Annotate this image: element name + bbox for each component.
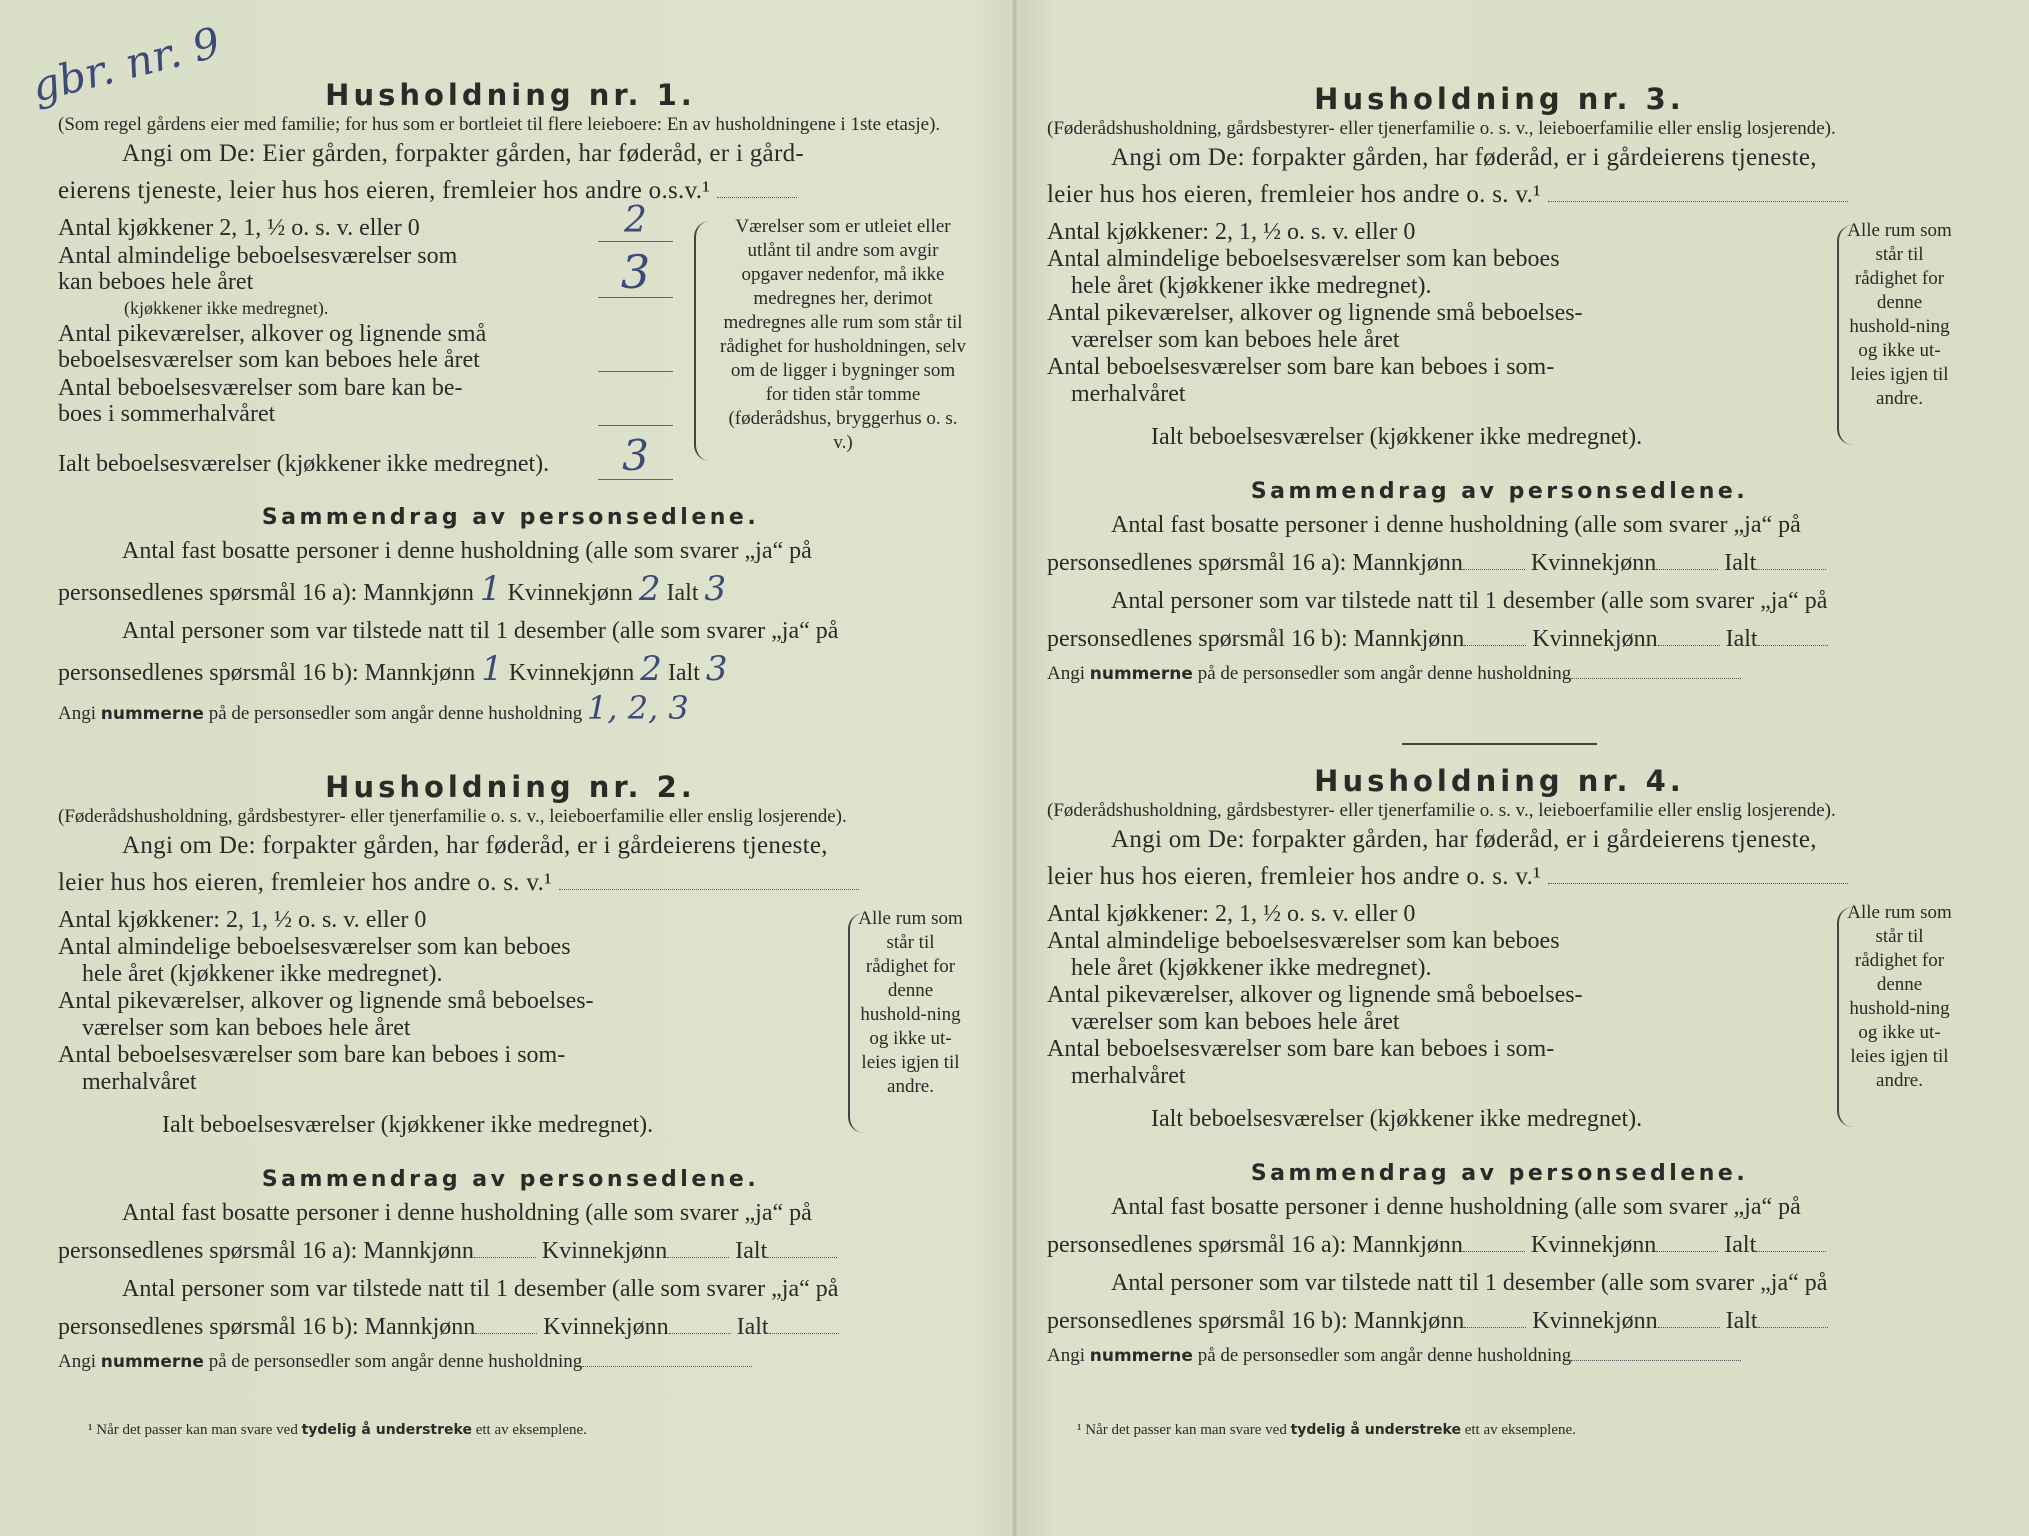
household-2 xyxy=(58,770,963,1378)
household-2-s1: Antal fast bosatte personer i denne husholdning (alle som svarer „ja“ på xyxy=(122,1200,812,1226)
household-2-ask-2 xyxy=(58,864,963,901)
nr-bold: nummerne xyxy=(100,704,204,724)
household-3-numbers xyxy=(1047,658,1952,690)
nr-post: på de personsedler som angår denne husholdning xyxy=(1197,1345,1572,1366)
a-total-label: Ialt xyxy=(1724,1232,1757,1258)
a-total-blank[interactable] xyxy=(1756,555,1826,570)
ordinary-rooms-row-b: hele året (kjøkkener ikke medregnet). xyxy=(82,961,443,987)
household-4 xyxy=(1047,764,1952,1372)
nr-bold: nummerne xyxy=(1089,664,1193,684)
ordinary-rooms-row-a: Antal almindelige beboelsesværelser som kan beboes xyxy=(1047,928,1560,954)
b-female-blank[interactable] xyxy=(669,1319,731,1334)
b-female-value[interactable]: 2 xyxy=(640,649,662,689)
footnote-post: ett av eksemplene. xyxy=(1464,1422,1576,1438)
nr-bold: nummerne xyxy=(1089,1346,1193,1366)
household-4-side-note: Alle rum som står til rådighet for denne hushold-ning og ikke ut-leies igjen til andre. xyxy=(1847,902,1952,1091)
section-divider xyxy=(1402,743,1597,745)
b-female-blank[interactable] xyxy=(1658,631,1720,646)
numbers-blank[interactable] xyxy=(1571,664,1741,679)
ordinary-rooms-row-a: Antal almindelige beboelsesværelser som kan beboes xyxy=(58,934,571,960)
household-4-rooms xyxy=(1047,901,1952,1151)
household-3-title: Husholdning nr. 3. xyxy=(1314,82,1685,116)
household-4-note: (Føderådshusholdning, gårdsbestyrer- eller tjenerfamilie o. s. v., leieboerfamilie eller enslig losjerende). xyxy=(1047,800,1836,821)
small-rooms-row-a: Antal pikeværelser, alkover og lignende små xyxy=(58,321,487,347)
kitchens-row xyxy=(58,215,568,242)
household-4-title: Husholdning nr. 4. xyxy=(1314,764,1685,798)
household-1-note: (Som regel gårdens eier med familie; for hus som er bortleiet til flere leieboere: En av husholdningene i 1ste etasje). xyxy=(58,114,941,135)
household-3-ask-1: Angi om De: forpakter gården, har føderåd, er i gårdeierens tjeneste, xyxy=(1111,144,1817,171)
s2-label: personsedlenes spørsmål 16 a): Mannkjønn xyxy=(1047,550,1463,576)
summer-rooms-row-b: merhalvåret xyxy=(1071,1063,1186,1089)
nr-pre: Angi xyxy=(1047,663,1085,684)
small-rooms-row-b: værelser som kan beboes hele året xyxy=(1071,327,1400,353)
summer-rooms-row-a: Antal beboelsesværelser som bare kan beboes i som- xyxy=(58,1042,566,1068)
b-female-label: Kvinnekjønn xyxy=(508,660,635,686)
small-rooms-row-a: Antal pikeværelser, alkover og lignende små beboelses- xyxy=(58,988,594,1014)
b-female-label: Kvinnekjønn xyxy=(1532,1308,1658,1334)
total-rooms-row: Ialt beboelsesværelser (kjøkkener ikke medregnet). xyxy=(58,451,550,477)
household-1-rooms xyxy=(58,200,966,495)
nr-bold: nummerne xyxy=(100,1352,204,1372)
summer-rooms-row-a: Antal beboelsesværelser som bare kan be- xyxy=(58,375,463,401)
household-1-title: Husholdning nr. 1. xyxy=(325,78,696,112)
household-1-ask-2 xyxy=(58,172,963,209)
a-male-value[interactable]: 1 xyxy=(479,569,502,609)
summer-rooms-row-b: boes i sommerhalvåret xyxy=(58,401,276,427)
b-total-label: Ialt xyxy=(736,1314,769,1340)
household-1-side-note: Værelser som er utleiet eller utlånt til andre som avgir opgaver nedenfor, må ikke medregnes her, derimot medregnes alle rum som står til rådighet for husholdningen, selv om de ligger i bygninger som for tiden står tomme (føderådshus, bryggerhus o. s. v.) xyxy=(720,216,966,453)
s2-label: personsedlenes spørsmål 16 a): Mannkjønn xyxy=(1047,1232,1463,1258)
b-total-blank[interactable] xyxy=(1758,1313,1828,1328)
kitchens-label: Antal kjøkkener 2, 1, ½ o. s. v. eller 0 xyxy=(58,215,420,241)
household-2-s3: Antal personer som var tilstede natt til 1 desember (alle som svarer „ja“ på xyxy=(122,1276,839,1302)
small-rooms-row-b: beboelsesværelser som kan beboes hele året xyxy=(58,347,480,373)
household-3-s1: Antal fast bosatte personer i denne husholdning (alle som svarer „ja“ på xyxy=(1111,512,1801,538)
small-rooms-row-a: Antal pikeværelser, alkover og lignende små beboelses- xyxy=(1047,300,1583,326)
kitchens-row: Antal kjøkkener: 2, 1, ½ o. s. v. eller 0 xyxy=(1047,901,1416,927)
household-2-ask-2-text: leier hus hos eieren, fremleier hos andre o. s. v.¹ xyxy=(58,869,552,896)
ordinary-rooms-row-b: hele året (kjøkkener ikke medregnet). xyxy=(1071,955,1432,981)
s4-label: personsedlenes spørsmål 16 b): Mannkjønn xyxy=(58,660,476,686)
footnote-left xyxy=(88,1422,587,1439)
left-column xyxy=(58,0,966,1536)
nr-post: på de personsedler som angår denne husholdning xyxy=(1197,663,1572,684)
s4-label: personsedlenes spørsmål 16 b): Mannkjønn xyxy=(58,1314,476,1340)
b-female-label: Kvinnekjønn xyxy=(1532,626,1658,652)
a-male-blank[interactable] xyxy=(474,1243,536,1258)
summer-rooms-value[interactable] xyxy=(598,401,673,426)
summer-rooms-row-b: merhalvåret xyxy=(1071,381,1186,407)
household-2-s4 xyxy=(58,1308,963,1346)
footnote-right xyxy=(1077,1422,1576,1439)
household-2-note: (Føderådshusholdning, gårdsbestyrer- eller tjenerfamilie o. s. v., leieboerfamilie eller enslig losjerende). xyxy=(58,806,847,827)
household-4-s4 xyxy=(1047,1302,1952,1340)
b-total-label: Ialt xyxy=(1725,1308,1758,1334)
household-1-ask-1: Angi om De: Eier gården, forpakter gården, har føderåd, er i gård- xyxy=(122,140,805,167)
b-total-blank[interactable] xyxy=(769,1319,839,1334)
household-2-numbers xyxy=(58,1346,963,1378)
ordinary-rooms-row-a: Antal almindelige beboelsesværelser som xyxy=(58,243,458,269)
a-female-label: Kvinnekjønn xyxy=(1530,1232,1657,1258)
household-2-s2 xyxy=(58,1232,963,1270)
ordinary-rooms-row-c: (kjøkkener ikke medregnet). xyxy=(124,298,329,318)
household-3-s2 xyxy=(1047,544,1952,582)
household-1-s3: Antal personer som var tilstede natt til 1 desember (alle som svarer „ja“ på xyxy=(122,618,839,644)
b-male-blank[interactable] xyxy=(1464,1313,1526,1328)
s4-label: personsedlenes spørsmål 16 b): Mannkjønn xyxy=(1047,1308,1465,1334)
a-male-blank[interactable] xyxy=(1463,1237,1525,1252)
small-rooms-row-b: værelser som kan beboes hele året xyxy=(1071,1009,1400,1035)
household-2-side-note: Alle rum som står til rådighet for denne hushold-ning og ikke ut-leies igjen til andre. xyxy=(858,908,963,1097)
b-female-blank[interactable] xyxy=(1658,1313,1720,1328)
household-1-summary-title: Sammendrag av personsedlene. xyxy=(261,505,760,530)
b-male-blank[interactable] xyxy=(475,1319,537,1334)
right-column xyxy=(1047,0,1952,1536)
b-total-label: Ialt xyxy=(1725,626,1758,652)
small-rooms-row-b: værelser som kan beboes hele året xyxy=(82,1015,411,1041)
footnote-pre: ¹ Når det passer kan man svare ved xyxy=(88,1422,298,1438)
household-4-ask-2-text: leier hus hos eieren, fremleier hos andre o. s. v.¹ xyxy=(1047,863,1541,890)
household-3-s4 xyxy=(1047,620,1952,658)
summer-rooms-row-a: Antal beboelsesværelser som bare kan beboes i som- xyxy=(1047,1036,1555,1062)
a-total-blank[interactable] xyxy=(1756,1237,1826,1252)
b-male-blank[interactable] xyxy=(1464,631,1526,646)
household-3-rooms xyxy=(1047,219,1952,469)
household-3-ask-2-text: leier hus hos eieren, fremleier hos andre o. s. v.¹ xyxy=(1047,181,1541,208)
rooms-bracket xyxy=(694,221,710,461)
ordinary-rooms-row-b: hele året (kjøkkener ikke medregnet). xyxy=(1071,273,1432,299)
a-female-blank[interactable] xyxy=(1656,555,1718,570)
a-total-label: Ialt xyxy=(666,580,699,606)
ask-fill-line xyxy=(717,179,797,198)
s4-label: personsedlenes spørsmål 16 b): Mannkjønn xyxy=(1047,626,1465,652)
household-4-s2 xyxy=(1047,1226,1952,1264)
a-female-label: Kvinnekjønn xyxy=(541,1238,668,1264)
footnote-pre: ¹ Når det passer kan man svare ved xyxy=(1077,1422,1287,1438)
household-1-s2 xyxy=(58,570,963,612)
household-1-ask-2-text: eierens tjeneste, leier hus hos eieren, fremleier hos andre o.s.v.¹ xyxy=(58,177,711,204)
household-2-ask-1: Angi om De: forpakter gården, har føderåd, er i gårdeierens tjeneste, xyxy=(122,832,828,859)
ask-fill-line xyxy=(559,871,859,890)
total-rooms-row: Ialt beboelsesværelser (kjøkkener ikke medregnet). xyxy=(162,1112,654,1138)
b-total-blank[interactable] xyxy=(1758,631,1828,646)
footnote-bold: tydelig å understreke xyxy=(1290,1422,1461,1438)
a-female-label: Kvinnekjønn xyxy=(1530,550,1657,576)
summer-rooms-row-a: Antal beboelsesværelser som bare kan beboes i som- xyxy=(1047,354,1555,380)
small-rooms-row-a: Antal pikeværelser, alkover og lignende små beboelses- xyxy=(1047,982,1583,1008)
kitchens-value[interactable]: 2 xyxy=(598,201,673,242)
footnote-post: ett av eksemplene. xyxy=(475,1422,587,1438)
household-1 xyxy=(58,78,966,730)
a-total-value[interactable]: 3 xyxy=(704,569,727,609)
a-total-label: Ialt xyxy=(1724,550,1757,576)
nr-pre: Angi xyxy=(58,703,96,724)
small-rooms-value[interactable] xyxy=(598,347,673,372)
b-total-value[interactable]: 3 xyxy=(705,649,728,689)
nr-pre: Angi xyxy=(58,1351,96,1372)
nr-post: på de personsedler som angår denne husholdning xyxy=(208,703,583,724)
total-rooms-value[interactable]: 3 xyxy=(598,433,673,480)
b-female-label: Kvinnekjønn xyxy=(543,1314,669,1340)
household-1-numbers xyxy=(58,689,963,730)
kitchens-row: Antal kjøkkener: 2, 1, ½ o. s. v. eller 0 xyxy=(1047,219,1416,245)
a-female-value[interactable]: 2 xyxy=(638,569,661,609)
numbers-value[interactable]: 1, 2, 3 xyxy=(587,689,689,727)
household-2-summary-title: Sammendrag av personsedlene. xyxy=(261,1167,760,1192)
household-4-numbers xyxy=(1047,1340,1952,1372)
household-3 xyxy=(1047,82,1952,690)
a-female-blank[interactable] xyxy=(667,1243,729,1258)
household-4-s1: Antal fast bosatte personer i denne husholdning (alle som svarer „ja“ på xyxy=(1111,1194,1801,1220)
household-3-summary-title: Sammendrag av personsedlene. xyxy=(1250,479,1749,504)
a-total-blank[interactable] xyxy=(767,1243,837,1258)
s2-label: personsedlenes spørsmål 16 a): Mannkjønn xyxy=(58,1238,474,1264)
household-3-note: (Føderådshusholdning, gårdsbestyrer- eller tjenerfamilie o. s. v., leieboerfamilie eller enslig losjerende). xyxy=(1047,118,1836,139)
s2-label: personsedlenes spørsmål 16 a): Mannkjønn xyxy=(58,580,474,606)
ordinary-rooms-row-b: kan beboes hele året xyxy=(58,269,254,295)
ask-fill-line xyxy=(1548,865,1848,884)
household-4-ask-1: Angi om De: forpakter gården, har føderåd, er i gårdeierens tjeneste, xyxy=(1111,826,1817,853)
a-male-blank[interactable] xyxy=(1463,555,1525,570)
total-rooms-row: Ialt beboelsesværelser (kjøkkener ikke medregnet). xyxy=(1151,424,1643,450)
ordinary-rooms-value[interactable]: 3 xyxy=(598,247,673,298)
household-1-s1: Antal fast bosatte personer i denne husholdning (alle som svarer „ja“ på xyxy=(122,538,812,564)
numbers-blank[interactable] xyxy=(1571,1346,1741,1361)
household-2-rooms xyxy=(58,907,963,1157)
page-fold xyxy=(1012,0,1018,1536)
household-4-ask-2 xyxy=(1047,858,1952,895)
household-3-side-note: Alle rum som står til rådighet for denne hushold-ning og ikke ut-leies igjen til andre. xyxy=(1847,220,1952,409)
ordinary-rooms-row-a: Antal almindelige beboelsesværelser som kan beboes xyxy=(1047,246,1560,272)
nr-pre: Angi xyxy=(1047,1345,1085,1366)
footnote-bold: tydelig å understreke xyxy=(301,1422,472,1438)
household-3-ask-2 xyxy=(1047,176,1952,213)
household-2-title: Husholdning nr. 2. xyxy=(325,770,696,804)
household-4-s3: Antal personer som var tilstede natt til 1 desember (alle som svarer „ja“ på xyxy=(1111,1270,1828,1296)
a-female-blank[interactable] xyxy=(1656,1237,1718,1252)
b-male-value[interactable]: 1 xyxy=(481,649,503,689)
ask-fill-line xyxy=(1548,183,1848,202)
summer-rooms-row-b: merhalvåret xyxy=(82,1069,197,1095)
nr-post: på de personsedler som angår denne husholdning xyxy=(208,1351,583,1372)
numbers-blank[interactable] xyxy=(582,1352,752,1367)
household-3-s3: Antal personer som var tilstede natt til 1 desember (alle som svarer „ja“ på xyxy=(1111,588,1828,614)
total-rooms-row: Ialt beboelsesværelser (kjøkkener ikke medregnet). xyxy=(1151,1106,1643,1132)
a-total-label: Ialt xyxy=(735,1238,768,1264)
household-4-summary-title: Sammendrag av personsedlene. xyxy=(1250,1161,1749,1186)
kitchens-row: Antal kjøkkener: 2, 1, ½ o. s. v. eller 0 xyxy=(58,907,427,933)
b-total-label: Ialt xyxy=(667,660,700,686)
a-female-label: Kvinnekjønn xyxy=(507,580,633,606)
household-1-s4 xyxy=(58,650,963,692)
corner-handwritten-note: gbr. nr. 9 xyxy=(26,17,225,112)
